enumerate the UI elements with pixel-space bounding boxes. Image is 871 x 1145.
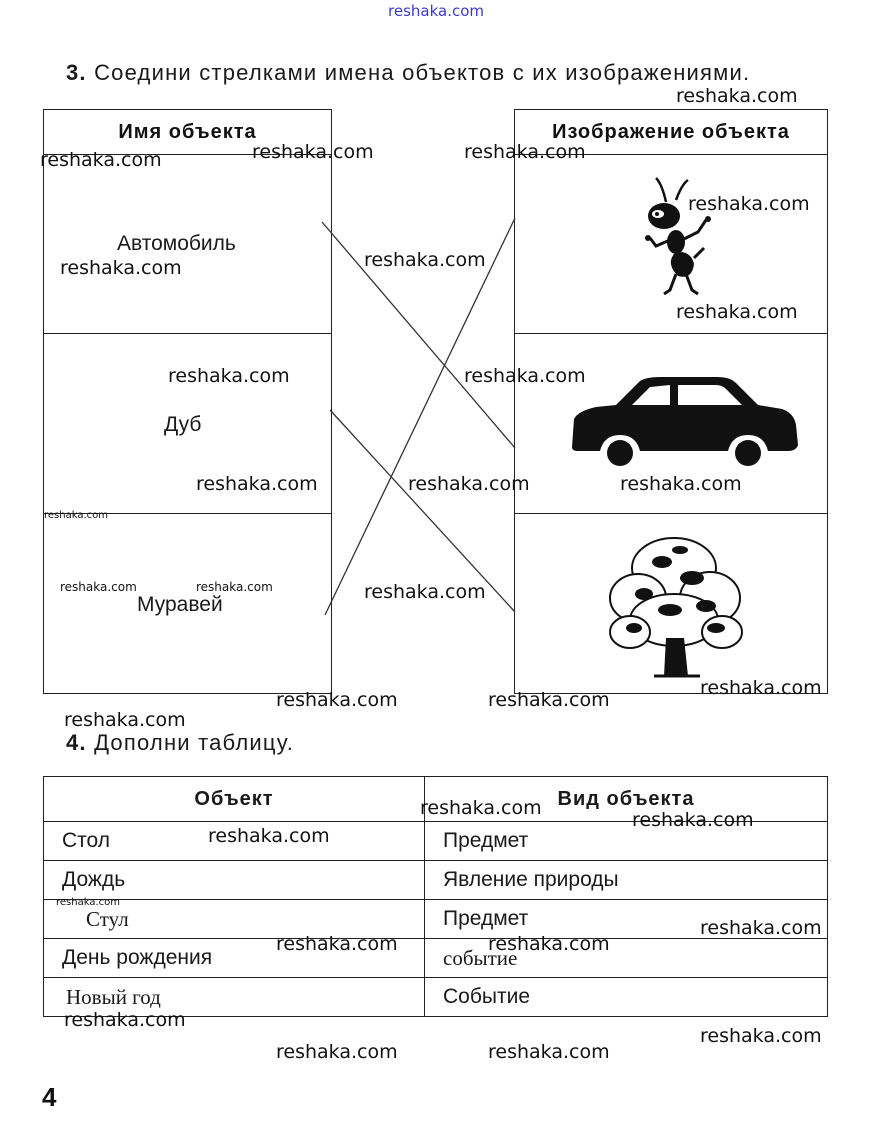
watermark: reshaka.com: [488, 933, 610, 955]
watermark: reshaka.com: [168, 365, 290, 387]
watermark: reshaka.com: [488, 1041, 610, 1063]
task-4-text: Дополни таблицу.: [94, 730, 295, 755]
watermark: reshaka.com: [40, 149, 162, 171]
watermark: reshaka.com: [64, 1009, 186, 1031]
col-kind-header: Вид объекта: [425, 777, 828, 822]
watermark: reshaka.com: [408, 473, 530, 495]
col-object-header: Объект: [44, 777, 425, 822]
watermark-small: reshaka.com: [44, 510, 108, 521]
object-names-header: Имя объекта: [44, 110, 331, 155]
cell-object-handwritten[interactable]: Новый год: [44, 978, 425, 1017]
watermark: reshaka.com: [364, 249, 486, 271]
object-images-header: Изображение объекта: [515, 110, 827, 155]
watermark: reshaka.com: [276, 1041, 398, 1063]
task-3-number: 3.: [66, 60, 87, 85]
page-number: 4: [42, 1082, 57, 1112]
task-3-text: Соедини стрелками имена объектов с их изображениями.: [94, 60, 751, 85]
watermark: reshaka.com: [252, 141, 374, 163]
watermark: reshaka.com: [676, 85, 798, 107]
cell-object-handwritten[interactable]: Стул: [44, 900, 425, 939]
watermark: reshaka.com: [464, 141, 586, 163]
watermark: reshaka.com: [208, 825, 330, 847]
name-avtomobil[interactable]: Автомобиль: [117, 232, 236, 255]
task-4-instruction: [66, 730, 294, 756]
watermark-small: reshaka.com: [196, 580, 273, 594]
watermark: reshaka.com: [700, 677, 822, 699]
watermark: reshaka.com: [60, 257, 182, 279]
watermark: reshaka.com: [620, 473, 742, 495]
cell-kind-handwritten[interactable]: событие: [425, 939, 828, 978]
task-4-number: 4.: [66, 730, 87, 755]
name-muravey[interactable]: Муравей: [137, 593, 223, 616]
watermark: reshaka.com: [196, 473, 318, 495]
watermark: reshaka.com: [364, 581, 486, 603]
watermark: reshaka.com: [688, 193, 810, 215]
site-header-link[interactable]: reshaka.com: [388, 2, 484, 20]
table-row: [44, 939, 828, 978]
cell-kind: Предмет: [425, 900, 828, 939]
watermark: reshaka.com: [700, 1025, 822, 1047]
name-dub[interactable]: Дуб: [164, 413, 202, 436]
line-muravey-ant: [325, 218, 515, 615]
watermark: reshaka.com: [464, 365, 586, 387]
cell-object: Дождь: [44, 861, 425, 900]
watermark: reshaka.com: [276, 689, 398, 711]
watermark-small: reshaka.com: [56, 897, 120, 908]
cell-object: День рождения: [44, 939, 425, 978]
cell-object: Стол: [44, 822, 425, 861]
cell-kind: Явление природы: [425, 861, 828, 900]
watermark: reshaka.com: [488, 689, 610, 711]
watermark: reshaka.com: [420, 797, 542, 819]
watermark: reshaka.com: [276, 933, 398, 955]
car-icon[interactable]: [568, 375, 800, 467]
cell-kind: Предмет: [425, 822, 828, 861]
watermark: reshaka.com: [700, 917, 822, 939]
cell-kind: Событие: [425, 978, 828, 1017]
table-row: [44, 861, 828, 900]
oak-tree-icon[interactable]: [604, 528, 746, 680]
watermark: reshaka.com: [676, 301, 798, 323]
watermark: reshaka.com: [632, 809, 754, 831]
watermark: reshaka.com: [64, 709, 186, 731]
watermark-small: reshaka.com: [60, 580, 137, 594]
